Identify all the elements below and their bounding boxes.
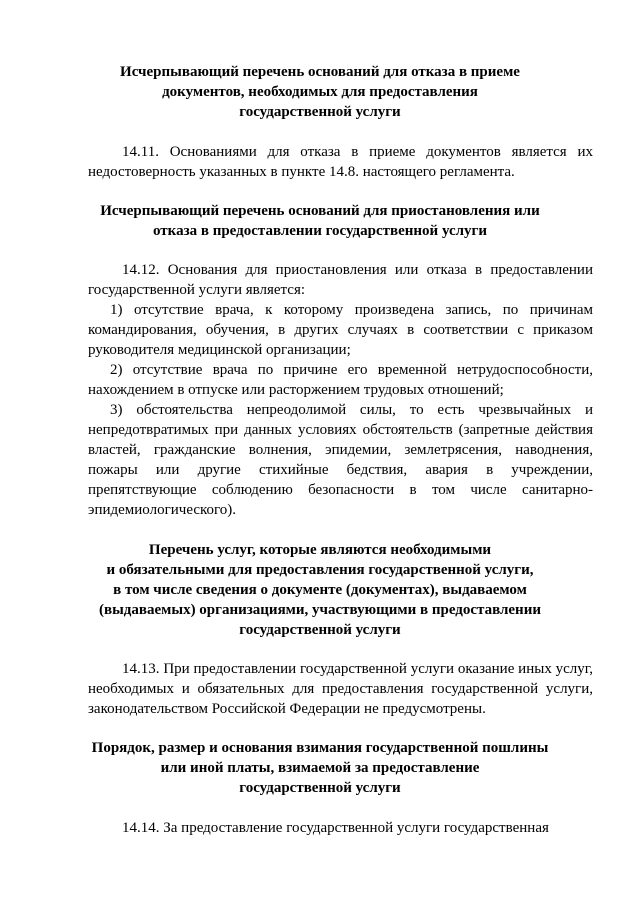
section-heading-refusal-documents	[60, 62, 580, 122]
heading-line: Исчерпывающий перечень оснований для отказа в приеме	[120, 64, 520, 80]
paragraph-14-14	[88, 818, 593, 838]
heading-line: в том числе сведения о документе (документах), выдаваемом	[113, 582, 527, 598]
paragraph-14-11	[88, 142, 593, 182]
paragraph-14-13	[88, 659, 593, 719]
heading-line: документов, необходимых для предоставления	[162, 84, 478, 100]
list-item: 2) отсутствие врача по причине его временной нетрудоспособности, нахождением в отпуске или расторжением трудовых отношений;	[88, 362, 593, 398]
heading-line: (выдаваемых) организациями, участвующими в предоставлении	[98, 602, 541, 618]
paragraph-intro: 14.12. Основания для приостановления или отказа в предоставлении государственной услуги является:	[88, 262, 593, 298]
paragraph-14-12	[88, 260, 593, 520]
heading-line: государственной услуги	[239, 622, 401, 638]
heading-line: и обязательными для предоставления государственной услуги,	[106, 562, 534, 578]
heading-line: государственной услуги	[239, 780, 401, 796]
paragraph-text: 14.14. За предоставление государственной услуги государственная	[122, 820, 549, 836]
list-item: 1) отсутствие врача, к которому произведена запись, по причинам командирования, обучения, в других случаях в соответствии с приказом руководителя медицинской организации;	[88, 302, 593, 358]
heading-line: Перечень услуг, которые являются необходимыми	[148, 542, 492, 558]
section-heading-suspension	[60, 201, 580, 241]
list-item: 3) обстоятельства непреодолимой силы, то есть чрезвычайных и непредотвратимых при данных условиях обстоятельств (запретные действия властей, гражданские волнения, эпидемии, землетрясения, наводнения, пожары или другие стихийные бедствия, авария в учреждении, препятствующие соблюдению безопасности в том числе санитарно-эпидемиологического).	[88, 402, 593, 518]
paragraph-text: 14.13. При предоставлении государственной услуги оказание иных услуг, необходимых и обязательных для предоставления государственной услуги, законодательством Российской Федерации не предусмотрены.	[88, 661, 593, 717]
heading-line: Порядок, размер и основания взимания государственной пошлины	[91, 740, 549, 756]
section-heading-required-services	[60, 540, 580, 640]
section-heading-state-fee	[60, 738, 580, 798]
heading-line: отказа в предоставлении государственной услуги	[152, 223, 488, 239]
heading-line: Исчерпывающий перечень оснований для приостановления или	[100, 203, 540, 219]
heading-line: государственной услуги	[239, 104, 401, 120]
paragraph-text: 14.11. Основаниями для отказа в приеме документов является их недостоверность указанных в пункте 14.8. настоящего регламента.	[88, 144, 593, 180]
heading-line: или иной платы, взимаемой за предоставление	[160, 760, 480, 776]
